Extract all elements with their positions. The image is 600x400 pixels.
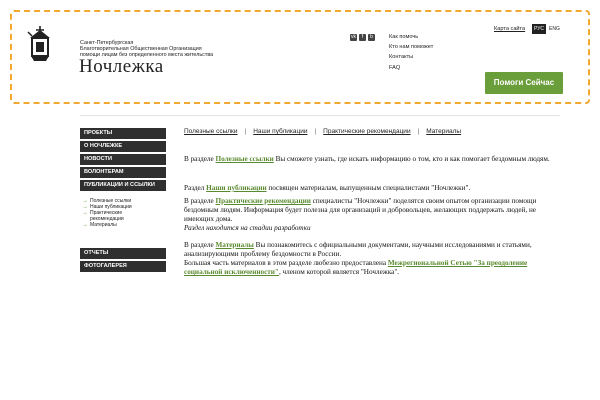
blog-icon[interactable]: b: [368, 34, 375, 41]
sidebar-subitem-materials[interactable]: [82, 222, 152, 228]
lang-ru-button[interactable]: РУС: [533, 26, 544, 32]
vk-icon[interactable]: vk: [351, 34, 356, 40]
org-line: помощи лицам без определенного места жительства: [80, 52, 214, 58]
tab-materials[interactable]: Материалы: [426, 128, 462, 135]
brand-name[interactable]: Ночлежка: [79, 56, 164, 77]
org-line: Благотворительная Общественная Организация: [80, 46, 202, 52]
sidebar-subitem-label: Практические рекомендации: [90, 210, 124, 222]
text: Вы познакомитесь с официальными документами, научными исследованиями и статьями, анализирующими проблему бездомности в России.: [184, 241, 532, 258]
paragraph-materials: [184, 241, 564, 277]
lang-en-button[interactable]: ENG: [549, 26, 560, 32]
sidebar-sublist: [82, 198, 152, 228]
text: Большая часть материалов в этом разделе любезно предоставлена: [184, 259, 388, 267]
tab-recommendations[interactable]: Практические рекомендации: [323, 128, 411, 135]
sidebar-item-reports[interactable]: ОТЧЕТЫ: [80, 248, 166, 259]
sidebar-item-news[interactable]: НОВОСТИ: [80, 154, 166, 165]
arrow-right-icon: →: [82, 222, 88, 228]
development-note: Раздел находится на стадии разработки: [184, 224, 311, 232]
text: В разделе: [184, 197, 216, 205]
org-line: Санкт-Петербургская: [80, 40, 134, 46]
sidebar-item-publications[interactable]: ПУБЛИКАЦИИ И ССЫЛКИ: [80, 180, 166, 191]
sidebar-subitem-recommendations[interactable]: [82, 210, 152, 222]
header-divider: [80, 115, 560, 116]
text: посвящен материалам, выпущенным специалистами "Ночлежки".: [266, 184, 471, 192]
sidebar-item-gallery[interactable]: ФОТОГАЛЕРЕЯ: [80, 261, 166, 272]
tab-useful-links[interactable]: Полезные ссылки: [184, 128, 238, 135]
link-publications[interactable]: Наши публикации: [206, 184, 267, 192]
section-tabs: [184, 128, 461, 135]
sidebar-item-volunteers[interactable]: ВОЛОНТЕРАМ: [80, 167, 166, 178]
tab-publications[interactable]: Наши публикации: [253, 128, 308, 135]
text: Раздел: [184, 184, 207, 192]
sidebar-subitem-label: Наши публикации: [90, 204, 132, 210]
text: В разделе: [184, 155, 216, 163]
donate-now-button[interactable]: Помоги Сейчас: [485, 72, 563, 94]
sidebar-item-projects[interactable]: ПРОЕКТЫ: [80, 128, 166, 139]
facebook-icon[interactable]: f: [359, 34, 366, 41]
nav-contacts[interactable]: Контакты: [389, 54, 414, 60]
link-materials[interactable]: Материалы: [215, 241, 254, 249]
text: специалисты "Ночлежки" поделятся своим опытом организации помощи бездомным людям. Информация будет полезна для организаций и добровольцев, желающих поддержать людей, не имеющих дома.: [184, 197, 537, 223]
text: В разделе: [184, 241, 216, 249]
sitemap-link[interactable]: Карта сайта: [494, 26, 526, 32]
arrow-right-icon: →: [82, 204, 88, 210]
lantern-logo-icon[interactable]: [26, 24, 54, 64]
arrow-right-icon: →: [82, 198, 88, 204]
paragraph-publications: [184, 184, 564, 193]
tab-separator: |: [314, 128, 317, 135]
text: , членом которой является "Ночлежка".: [278, 268, 400, 276]
nav-who-helps[interactable]: Кто нам поможет: [389, 44, 434, 50]
link-recommendations[interactable]: Практические рекомендации: [215, 197, 311, 205]
tab-separator: |: [417, 128, 420, 135]
nav-how-to-help[interactable]: Как помочь: [389, 34, 419, 40]
sidebar-subitem-label: Полезные ссылки: [90, 198, 132, 204]
sidebar-item-about[interactable]: О НОЧЛЕЖКЕ: [80, 141, 166, 152]
paragraph-useful-links: [184, 155, 564, 164]
arrow-right-icon: →: [82, 210, 88, 216]
link-network[interactable]: Межрегиональной Сетью "За преодоление социальной исключенности": [184, 259, 528, 276]
link-useful-links[interactable]: Полезные ссылки: [215, 155, 274, 163]
paragraph-recommendations: [184, 197, 564, 233]
tab-separator: |: [244, 128, 247, 135]
nav-faq[interactable]: FAQ: [389, 65, 401, 71]
text: Вы сможете узнать, где искать информацию о том, кто и как помогает бездомным людям.: [273, 155, 550, 163]
sidebar-subitem-label: Материалы: [90, 222, 117, 228]
